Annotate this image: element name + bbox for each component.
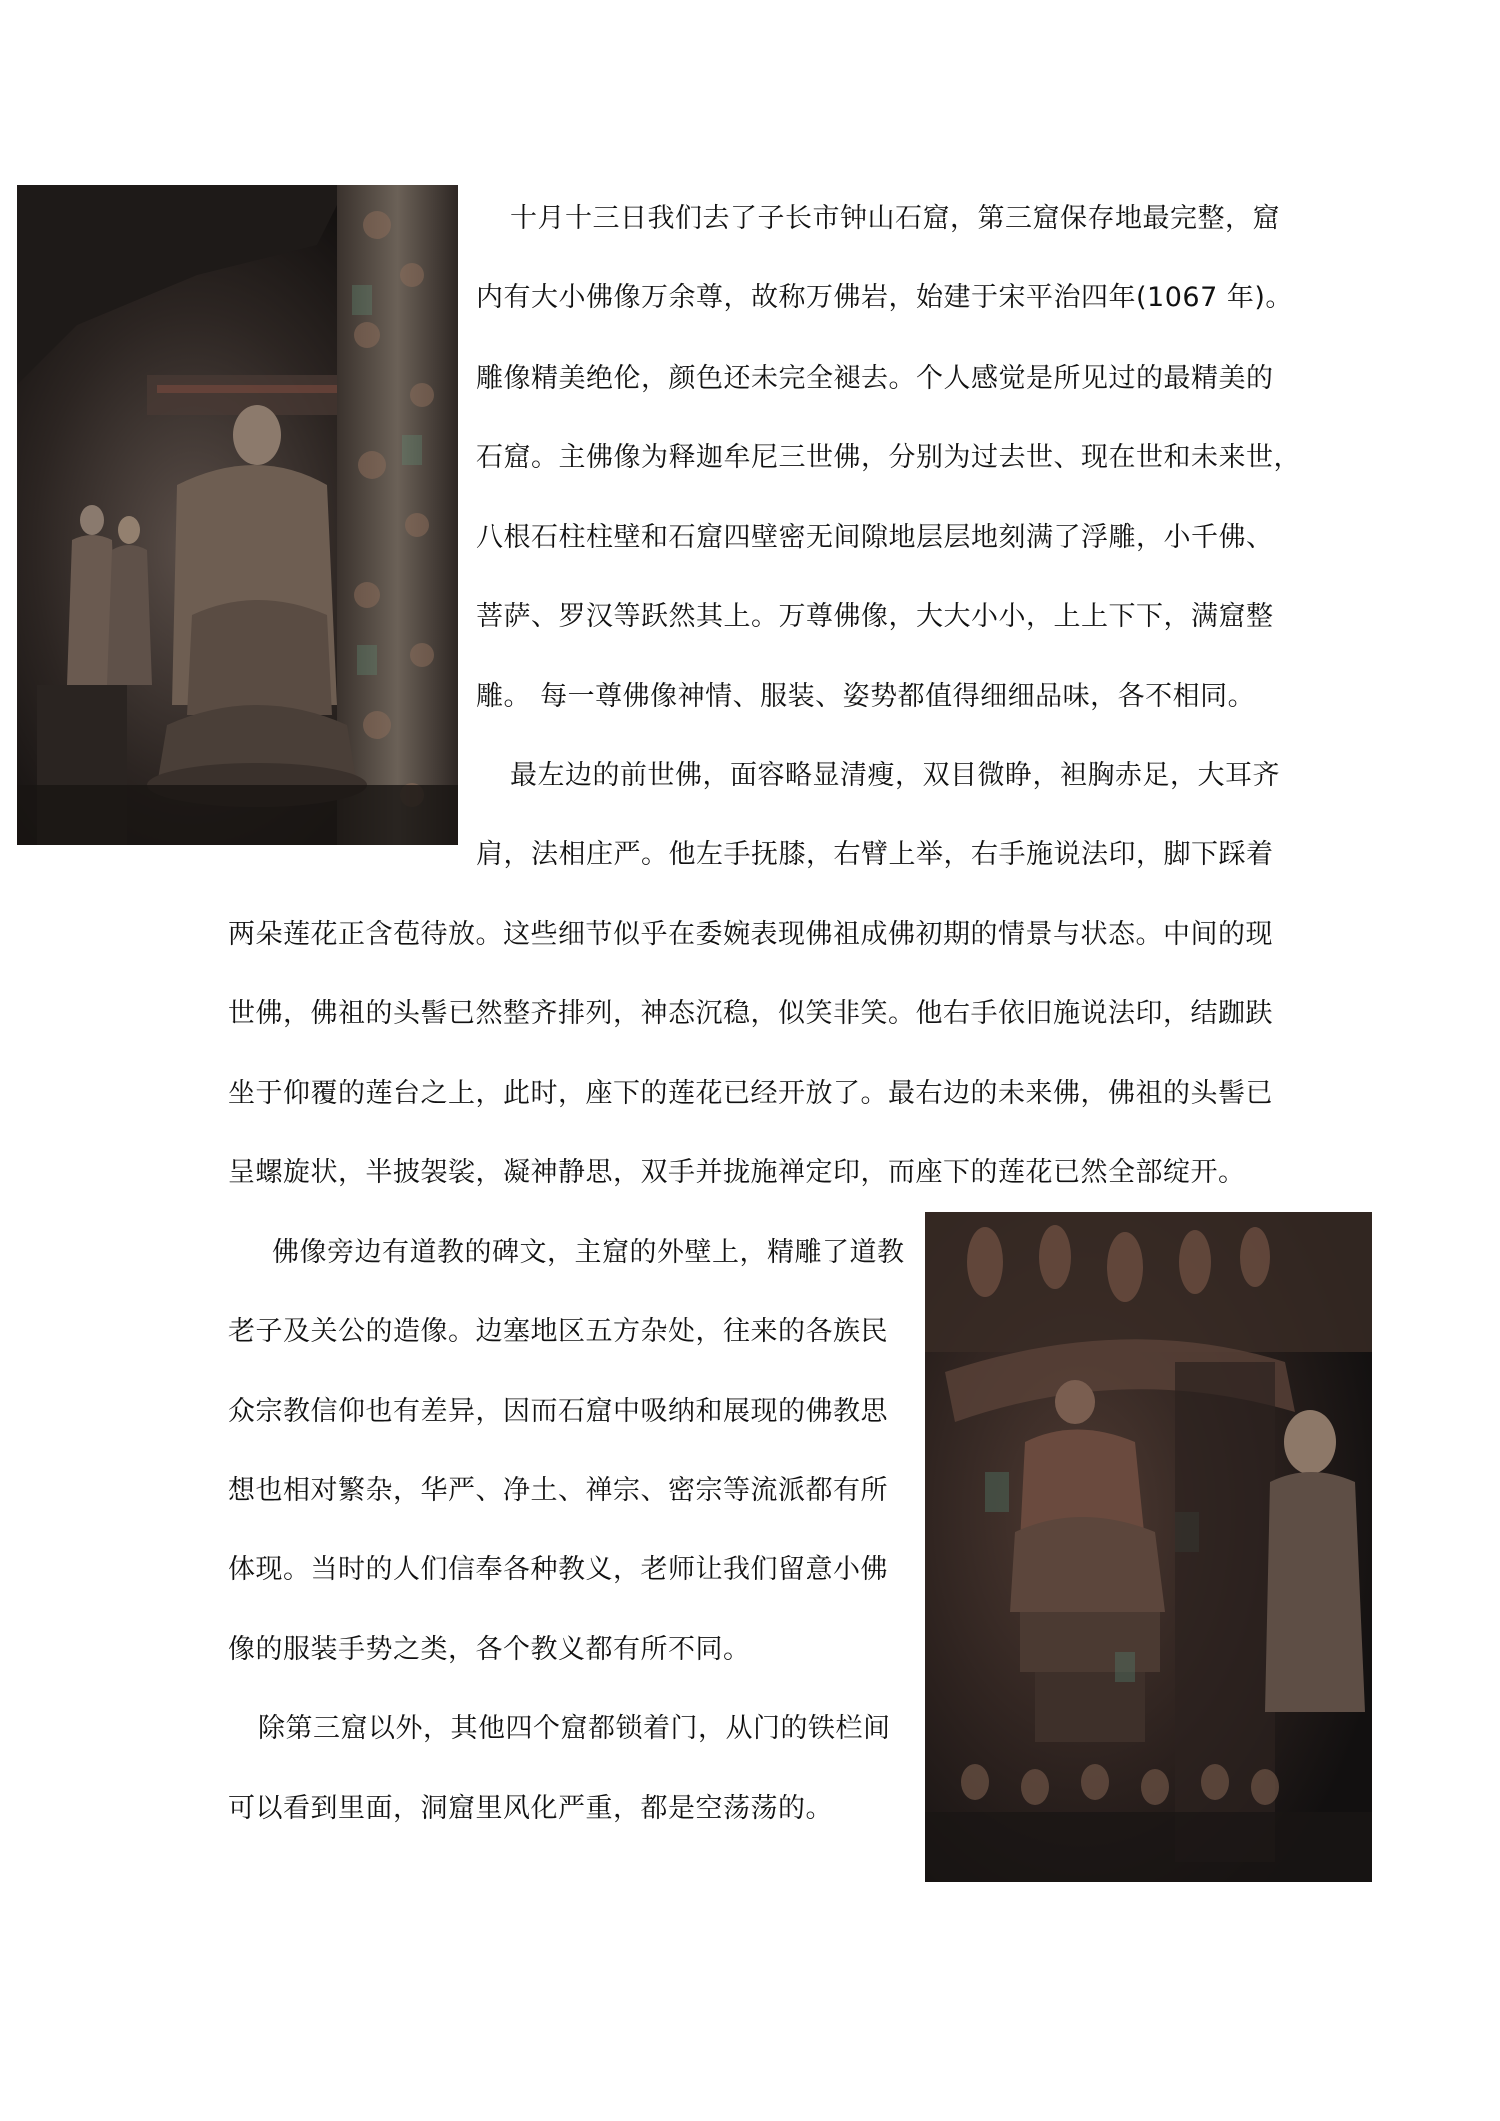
paragraph-line: 雕。 每一尊佛像神情、服装、姿势都值得细细品味，各不相同。 [476,681,1256,712]
paragraph-line: 众宗教信仰也有差异，因而石窟中吸纳和展现的佛教思 [228,1396,888,1427]
paragraph-line: 十月十三日我们去了子长市钟山石窟，第三窟保存地最完整，窟 [510,203,1280,234]
paragraph-line: 坐于仰覆的莲台之上，此时，座下的莲花已经开放了。最右边的未来佛，佛祖的头髻已 [228,1078,1273,1109]
paragraph-line: 肩，法相庄严。他左手抚膝，右臂上举，右手施说法印，脚下踩着 [476,839,1274,870]
paragraph-line: 老子及关公的造像。边塞地区五方杂处，往来的各族民 [228,1316,888,1347]
paragraph-line: 除第三窟以外，其他四个窟都锁着门，从门的铁栏间 [258,1713,891,1744]
paragraph-line: 两朵莲花正含苞待放。这些细节似乎在委婉表现佛祖成佛初期的情景与状态。中间的现 [228,919,1273,950]
cave-relief-photo [925,1212,1372,1882]
paragraph-line: 像的服装手势之类，各个教义都有所不同。 [228,1634,751,1665]
paragraph-line: 菩萨、罗汉等跃然其上。万尊佛像，大大小小，上上下下，满窟整 [476,601,1274,632]
paragraph-line: 佛像旁边有道教的碑文，主窟的外壁上，精雕了道教 [272,1237,905,1268]
cave-buddha-illustration [17,185,458,845]
paragraph-line: 可以看到里面，洞窟里风化严重，都是空荡荡的。 [228,1793,833,1824]
paragraph-line: 内有大小佛像万余尊，故称万佛岩，始建于宋平治四年(1067 年)。 [476,282,1293,313]
paragraph-line: 八根石柱柱壁和石窟四壁密无间隙地层层地刻满了浮雕，小千佛、 [476,522,1274,553]
paragraph-line: 想也相对繁杂，华严、净土、禅宗、密宗等流派都有所 [228,1475,888,1506]
paragraph-line: 雕像精美绝伦，颜色还未完全褪去。个人感觉是所见过的最精美的 [476,363,1274,394]
cave-buddha-photo [17,185,458,845]
paragraph-line: 体现。当时的人们信奉各种教义，老师让我们留意小佛 [228,1554,888,1585]
cave-relief-illustration [925,1212,1372,1882]
paragraph-line: 石窟。主佛像为释迦牟尼三世佛，分别为过去世、现在世和未来世， [476,442,1301,473]
paragraph-line: 呈螺旋状，半披袈裟，凝神静思，双手并拢施禅定印，而座下的莲花已然全部绽开。 [228,1157,1246,1188]
paragraph-line: 世佛，佛祖的头髻已然整齐排列，神态沉稳，似笑非笑。他右手依旧施说法印，结跏趺 [228,998,1273,1029]
paragraph-line: 最左边的前世佛，面容略显清瘦，双目微睁，袒胸赤足，大耳齐 [510,760,1280,791]
